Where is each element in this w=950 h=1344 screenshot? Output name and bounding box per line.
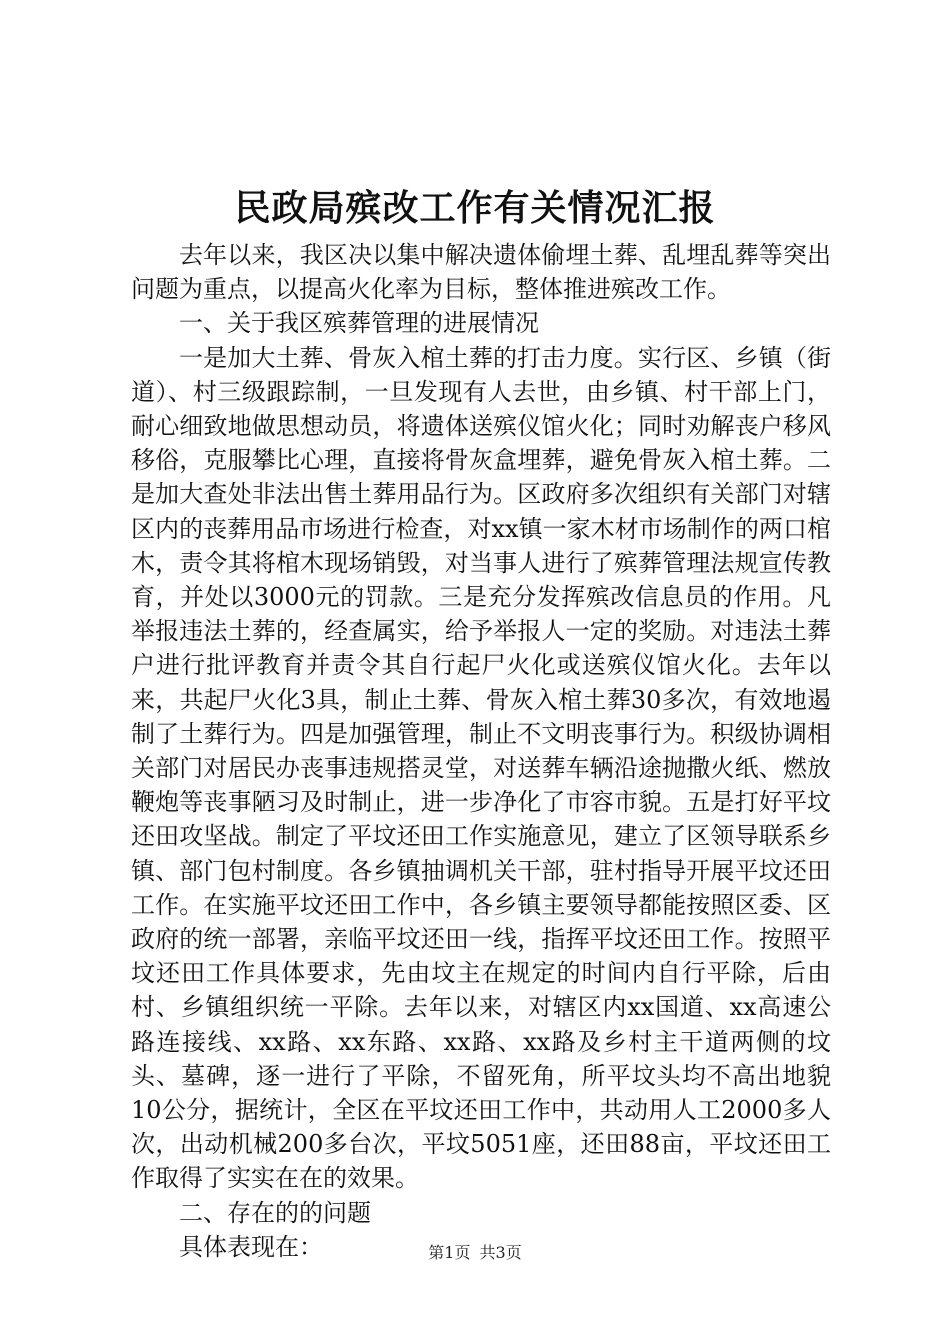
document-body: [131, 238, 831, 1264]
page-number: 第1页: [428, 1243, 471, 1262]
document-title: 民政局殡改工作有关情况汇报: [234, 187, 716, 229]
paragraph-details: 具体表现在：: [179, 1232, 323, 1261]
paragraph-intro: 去年以来，我区决以集中解决遗体偷埋土葬、乱埋乱葬等突出问题为重点，以提高火化率为目标，整体推进殡改工作。: [131, 241, 831, 304]
page-total: 共3页: [479, 1243, 522, 1262]
paragraph-progress: 一是加大土葬、骨灰入棺土葬的打击力度。实行区、乡镇（街道）、村三级跟踪制，一旦发现有人去世，由乡镇、村干部上门，耐心细致地做思想动员，将遗体送殡仪馆火化；同时劝解丧户移风移俗，克服攀比心理，直接将骨灰盒埋葬，避免骨灰入棺土葬。二是加大查处非法出售土葬用品行为。区政府多次组织有关部门对辖区内的丧葬用品市场进行检查，对xx镇一家木材市场制作的两口棺木，责令其将棺木现场销毁，对当事人进行了殡葬管理法规宣传教育，并处以3000元的罚款。三是充分发挥殡改信息员的作用。凡举报违法土葬的，经查属实，给予举报人一定的奖励。对违法土葬户进行批评教育并责令其自行起尸火化或送殡仪馆火化。去年以来，共起尸火化3具，制止土葬、骨灰入棺土葬30多次，有效地遏制了土葬行为。四是加强管理，制止不文明丧事行为。积级协调相关部门对居民办丧事违规搭灵堂，对送葬车辆沿途抛撒火纸、燃放鞭炮等丧事陋习及时制止，进一步净化了市容市貌。五是打好平坟还田攻坚战。制定了平坟还田工作实施意见，建立了区领导联系乡镇、部门包村制度。各乡镇抽调机关干部，驻村指导开展平坟还田工作。在实施平坟还田工作中，各乡镇主要领导都能按照区委、区政府的统一部署，亲临平坟还田一线，指挥平坟还田工作。按照平坟还田工作具体要求，先由坟主在规定的时间内自行平除，后由村、乡镇组织统一平除。去年以来，对辖区内xx国道、xx高速公路连接线、xx路、xx东路、xx路、xx路及乡村主干道两侧的坟头、墓碑，逐一进行了平除，不留死角，所平坟头均不高出地貌10公分，据统计，全区在平坟还田工作中，共动用人工2000多人次，出动机械200多台次，平坟5051座，还田88亩，平坟还田工作取得了实实在在的效果。: [131, 343, 831, 1193]
page-footer: [0, 1242, 950, 1264]
section-heading-1: 一、关于我区殡葬管理的进展情况: [179, 309, 539, 338]
section-heading-2: 二、存在的的问题: [179, 1198, 371, 1227]
